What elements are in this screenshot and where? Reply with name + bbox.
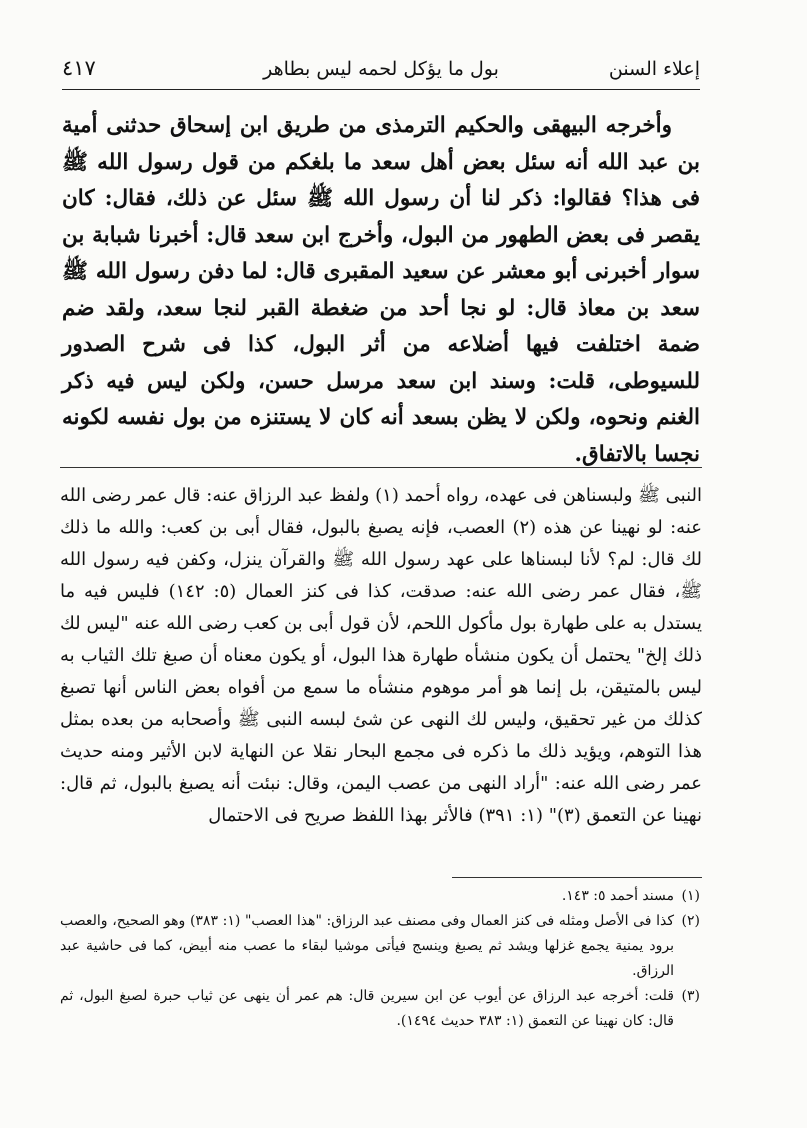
commentary-divider bbox=[60, 467, 702, 468]
footnote-text: مسند أحمد ٥: ١٤٣. bbox=[561, 888, 674, 904]
footnote-1 bbox=[60, 884, 700, 909]
footnote-divider bbox=[452, 877, 702, 878]
chapter-title: بول ما يؤكل لحمه ليس بطاهر bbox=[263, 58, 499, 80]
footnotes-block bbox=[60, 884, 700, 1034]
footnote-text: قلت: أخرجه عبد الرزاق عن أيوب عن ابن سيرين قال: هم عمر أن ينهى عن ثياب حبرة لصبغ البول، ثم قال: كان نهينا عن التعمق (١: ٣٨٣ حديث ١٤٩٤). bbox=[60, 988, 674, 1029]
main-text-block bbox=[62, 108, 700, 473]
footnote-2 bbox=[60, 909, 700, 984]
page-number: ٤١٧ bbox=[62, 56, 96, 80]
footnote-number: (١) bbox=[681, 888, 700, 904]
commentary-block bbox=[60, 480, 702, 832]
footnote-number: (٣) bbox=[681, 988, 700, 1004]
book-title: إعلاء السنن bbox=[608, 58, 700, 80]
footnote-text: كذا فى الأصل ومثله فى كنز العمال وفى مصنف عبد الرزاق: "هذا العصب" (١: ٣٨٣) وهو الصحيح، والعصب برود يمنية يجمع غزلها ويشد ثم يصبغ وينسج فيأتى موشيا لبقاء ما عصب منه أبيض، كما فى حاشية عبد الرزاق. bbox=[60, 913, 675, 979]
commentary-paragraph: النبى ﷺ ولبسناهن فى عهده، رواه أحمد (١) ولفظ عبد الرزاق عنه: قال عمر رضى الله عنه: لو نهينا عن هذه (٢) العصب، فإنه يصبغ بالبول، فقال أبى بن كعب: والله ما ذلك لك قال: لم؟ لأنا لبسناها على عهد رسول الله ﷺ والقرآن ينزل، وكفن فيه رسول الله ﷺ، فقال عمر رضى الله عنه: صدقت، كذا فى كنز العمال (٥: ١٤٢) فليس فيه ما يستدل به على طهارة بول مأكول اللحم، لأن قول أبى بن كعب رضى الله عنه "ليس لك ذلك إلخ" يحتمل أن يكون منشأه طهارة هذا البول، أو يكون معناه أن صبغ تلك الثياب به ليس بالمتيقن، بل إنما هو أمر موهوم منشأه ما سمع من أفواه بعض الناس أنها تصبغ كذلك من غير تحقيق، وليس لك النهى عن شئ لبسه النبى ﷺ وأصحابه من بعده بمثل هذا التوهم، ويؤيد ذلك ما ذكره فى مجمع البحار نقلا عن النهاية لابن الأثير ومنه حديث عمر رضى الله عنه: "أراد النهى من عصب اليمن، وقال: نبئت أنه يصبغ بالبول، ثم قال: نهينا عن التعمق (٣)" (١: ٣٩١) فالأثر بهذا اللفظ صريح فى الاحتمال bbox=[60, 485, 703, 826]
footnote-3 bbox=[60, 984, 700, 1034]
running-header bbox=[62, 58, 700, 86]
header-divider bbox=[62, 89, 700, 90]
footnote-number: (٢) bbox=[681, 913, 701, 929]
main-paragraph: وأخرجه البيهقى والحكيم الترمذى من طريق ابن إسحاق حدثنى أمية بن عبد الله أنه سئل بعض أهل سعد ما بلغكم من قول رسول الله ﷺ فى هذا؟ فقالوا: ذكر لنا أن رسول الله ﷺ سئل عن ذلك، فقال: كان يقصر فى بعض الطهور من البول، وأخرج ابن سعد قال: أخبرنا شبابة بن سوار أخبرنى أبو معشر عن سعيد المقبرى قال: لما دفن رسول الله ﷺ سعد بن معاذ قال: لو نجا أحد من ضغطة القبر لنجا سعد، ولقد ضم ضمة اختلفت فيها أضلاعه من أثر البول، كذا فى شرح الصدور للسيوطى، قلت: وسند ابن سعد مرسل حسن، ولكن ليس فيه ذكر الغنم ونحوه، ولكن لا يظن بسعد أنه كان لا يستنزه من بول نفسه لكونه نجسا بالاتفاق. bbox=[62, 113, 700, 467]
